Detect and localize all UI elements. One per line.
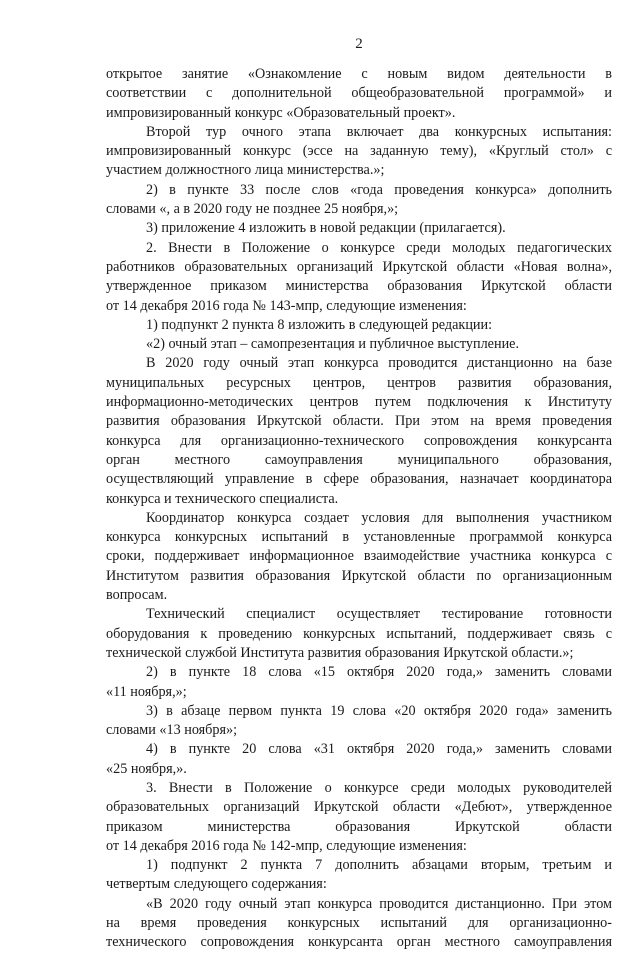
text-line: муниципальных ресурсных центров, центров развития образования,: [106, 374, 612, 391]
text-line: импровизированный конкурс «Образовательный проект».: [106, 104, 456, 121]
text-line: от 14 декабря 2016 года № 143-мпр, следующие изменения:: [106, 297, 467, 314]
text-line: «2) очный этап – самопрезентация и публичное выступление.: [146, 336, 520, 353]
text-line: Технический специалист осуществляет тестирование готовности: [146, 606, 612, 623]
text-line: четвертым следующего содержания:: [106, 876, 327, 893]
text-line: приказом министерства образования Иркутской области: [106, 818, 612, 835]
text-line: участием должностного лица министерства.»;: [106, 162, 385, 179]
text-line: орган местного самоуправления муниципального образования,: [106, 451, 612, 468]
text-line: 2) в пункте 18 слова «15 октября 2020 года,» заменить словами: [146, 664, 612, 681]
text-line: Второй тур очного этапа включает два конкурсных испытания:: [146, 123, 612, 140]
text-line: 3) в абзаце первом пункта 19 слова «20 октября 2020 года» заменить: [146, 702, 612, 719]
text-line: вопросам.: [106, 587, 168, 604]
text-line: работников образовательных организаций Иркутской области «Новая волна»,: [106, 258, 612, 275]
text-line: развития образования Иркутской области. При этом на время проведения: [106, 413, 612, 430]
text-line: словами «13 ноября»;: [106, 722, 238, 739]
text-line: на время проведения конкурсных испытаний для организационно-: [106, 915, 612, 932]
text-line: 2) в пункте 33 после слов «года проведения конкурса» дополнить: [146, 181, 612, 198]
text-line: Институтом развития образования Иркутской области по организационным: [106, 567, 612, 584]
text-line: технической службой Института развития образования Иркутской области.»;: [106, 644, 574, 661]
text-line: Координатор конкурса создает условия для выполнения участником: [146, 509, 612, 526]
text-line: «25 ноября,».: [106, 760, 187, 777]
text-line: открытое занятие «Ознакомление с новым видом деятельности в: [106, 66, 612, 82]
text-line: образовательных организаций Иркутской области «Дебют», утвержденное: [106, 799, 612, 816]
text-line: сроки, поддерживает информационное взаимодействие участника конкурса с: [106, 548, 612, 565]
text-line: импровизированный конкурс (эссе на заданную тему), «Круглый стол» с: [106, 143, 612, 160]
text-line: 4) в пункте 20 слова «31 октября 2020 года,» заменить словами: [146, 741, 612, 758]
page-number: 2: [355, 36, 363, 52]
text-line: 1) подпункт 2 пункта 8 изложить в следующей редакции:: [146, 316, 493, 333]
text-line: словами «, а в 2020 году не позднее 25 ноября,»;: [106, 201, 399, 218]
text-line: 1) подпункт 2 пункта 7 дополнить абзацами вторым, третьим и: [146, 857, 612, 874]
text-line: оборудования к проведению конкурсных испытаний, поддерживает связь с: [106, 625, 612, 642]
text-line: В 2020 году очный этап конкурса проводится дистанционно на базе: [146, 355, 612, 372]
text-line: 3. Внести в Положение о конкурсе среди молодых руководителей: [146, 779, 612, 796]
text-line: конкурса конкурсных испытаний в установленные программой конкурса: [106, 529, 612, 546]
text-line: технического сопровождения конкурсанта орган местного самоуправления: [106, 934, 612, 951]
text-line: конкурса и технического специалиста.: [106, 490, 339, 507]
text-line: от 14 декабря 2016 года № 142-мпр, следующие изменения:: [106, 837, 467, 854]
text-line: 2. Внести в Положение о конкурсе среди молодых педагогических: [146, 239, 612, 256]
text-line: конкурса для организационно-технического сопровождения конкурсанта: [106, 432, 612, 449]
text-line: утвержденное приказом министерства образования Иркутской области: [106, 278, 612, 295]
text-line: информационно-методических центров путем подключения к Институту: [106, 394, 612, 411]
text-line: «11 ноября,»;: [106, 683, 187, 700]
text-line: осуществляющий управление в сфере образования, назначает координатора: [106, 471, 612, 488]
document-body: [106, 65, 612, 953]
text-line: «В 2020 году очный этап конкурса проводится дистанционно. При этом: [146, 895, 612, 912]
text-line: соответствии с дополнительной общеобразовательной программой» и: [106, 85, 612, 102]
text-line: 3) приложение 4 изложить в новой редакции (прилагается).: [146, 220, 506, 237]
